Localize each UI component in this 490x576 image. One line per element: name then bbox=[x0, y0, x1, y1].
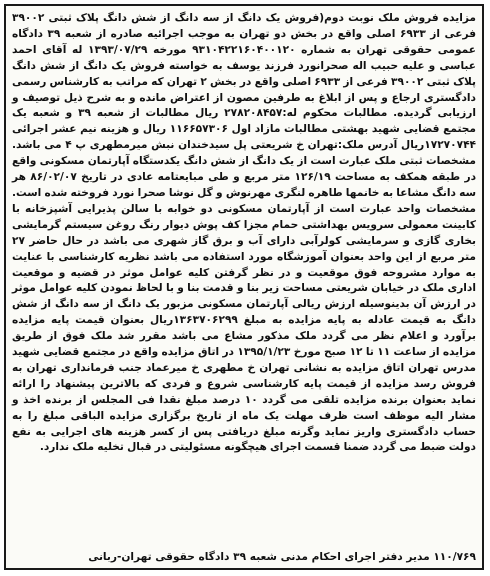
notice-footer-signature: ۱۱۰/۷۶۹ مدیر دفتر اجرای احکام مدنی شعبه ۳۹ دادگاه حقوقی تهران-ربانی bbox=[88, 551, 476, 563]
notice-body-text: مزایده فروش ملک نوبت دوم(فروش یک دانگ از سه دانگ از شش دانگ پلاک ثبتی ۳۹۰۰۲ فرعی از ۶۹۳۳ اصلی واقع در بخش دو تهران به موجب اجرائیه صادره از شعبه ۳۹ دادگاه عمومی حقوقی تهران به شماره ۹۳۱۰۴۲۲۱۶۰۴۰۰۱۲۰ مورخه ۱۳۹۳/۰۷/۲۹ له آقای احمد عباسی و علیه حبیب اله صحرانورد فرزند یوسف به خواسته فروش یک دانگ از شش دانگ پلاک ثبتی ۳۹۰۰۲ فرعی از ۶۹۳۳ اصلی واقع در بخش ۲ تهران که مراتب به کارشناس رسمی دادگستری ارجاع و پس از ابلاغ به طرفین مصون از اعتراض مانده و به شرح ذیل توصیف و ارزیابی گردیده. مطالبات محکوم له:۲۷۸۲۰۸۴۵۷ ریال مطالبات از شعبه ۳۹ و شعبه یک مجتمع قضایی شهید بهشتی مطالبات مازاد اول ۱۱۶۶۵۷۳۰۶ ریال و هزینه نیم عشر اجرائی ۱۷۲۷۰۷۴۴ریال آدرس ملک:تهران خ شریعتی پل سیدخندان نبش میرمطهری پ ۴ می باشد. مشخصات ثبتی ملک عبارت است از یک دانگ از شش دانگ یکدستگاه آپارتمان مسکونی واقع در طبقه همکف به مساحت ۱۲۶/۱۹ متر مربع و طی مبایعتامه عادی در تاریخ ۸۶/۰۲/۰۷ هر سه دانگ مشاعا به خانمها طاهره لنگری مهرنوش و گل نوشا صحرا نورد فروخته شده است. مشخصات واحد عبارت است از آپارتمان مسکونی دو خوابه با سالن پذیرایی آشپزخانه با کابینت معمولی سرویس بهداشتی حمام مجزا کف پوش دیوار رنگ روغن سیستم گرمایشی بخاری گازی و سرمایشی کولرآبی دارای آب و برق گاز شهری می باشد در حال حاضر ۲۷ متر مربع از این واحد بعنوان آموزشگاه مورد استفاده می باشد نظریه کارشناسی با عنایت به موارد مشروحه فوق موقعیت و در نظر گرفتن کلیه عوامل موثر در قضیه و موقعیت اداری ملک در خیابان شریعتی مساحت زیر بنا و قدمت بنا و با لحاظ نمودن کلیه عوامل موثر در ارزش آن بدینوسیله ارزش ریالی آپارتمان مسکونی مزبور یک دانگ از سه دانگ از شش دانگ به قیمت عادله به پایه مزایده به مبلغ ۱۳۶۳۷۰۶۲۹۹ریال بعنوان قیمت پایه مزایده برآورد و اعلام نظر می گردد ملک مذکور مشاع می باشد مقرر شد ملک فوق از طریق مزایده از ساعت ۱۱ تا ۱۲ صبح مورخ ۱۳۹۵/۱/۲۳ در اتاق مزایده واقع در مجتمع قضایی شهید مدرس تهران اتاق مزایده به نشانی تهران خ مطهری خ میرعماد جنب فرمانداری تهران به فروش رسد مزایده از قیمت پایه کارشناسی شروع و فردی که بالاترین پیشنهاد را ارائه نماید بعنوان برنده مزایده تلقی می گردد ۱۰ درصد مبلغ نقدا فی المجلس از برنده اخذ و مشار الیه موظف است ظرف مهلت یک ماه از تاریخ برگزاری مزایده الباقی مبلغ را به حساب دادگستری واریز نماید وگرنه مبلغ دریافتی پس از کسر هزینه های اجرایی به نفع دولت ضبط می گردد ضمنا قسمت اجرای هیچگونه مسئولیتی در قبال تخلیه ملک ندارد. bbox=[8, 12, 477, 454]
notice-frame bbox=[4, 4, 484, 570]
